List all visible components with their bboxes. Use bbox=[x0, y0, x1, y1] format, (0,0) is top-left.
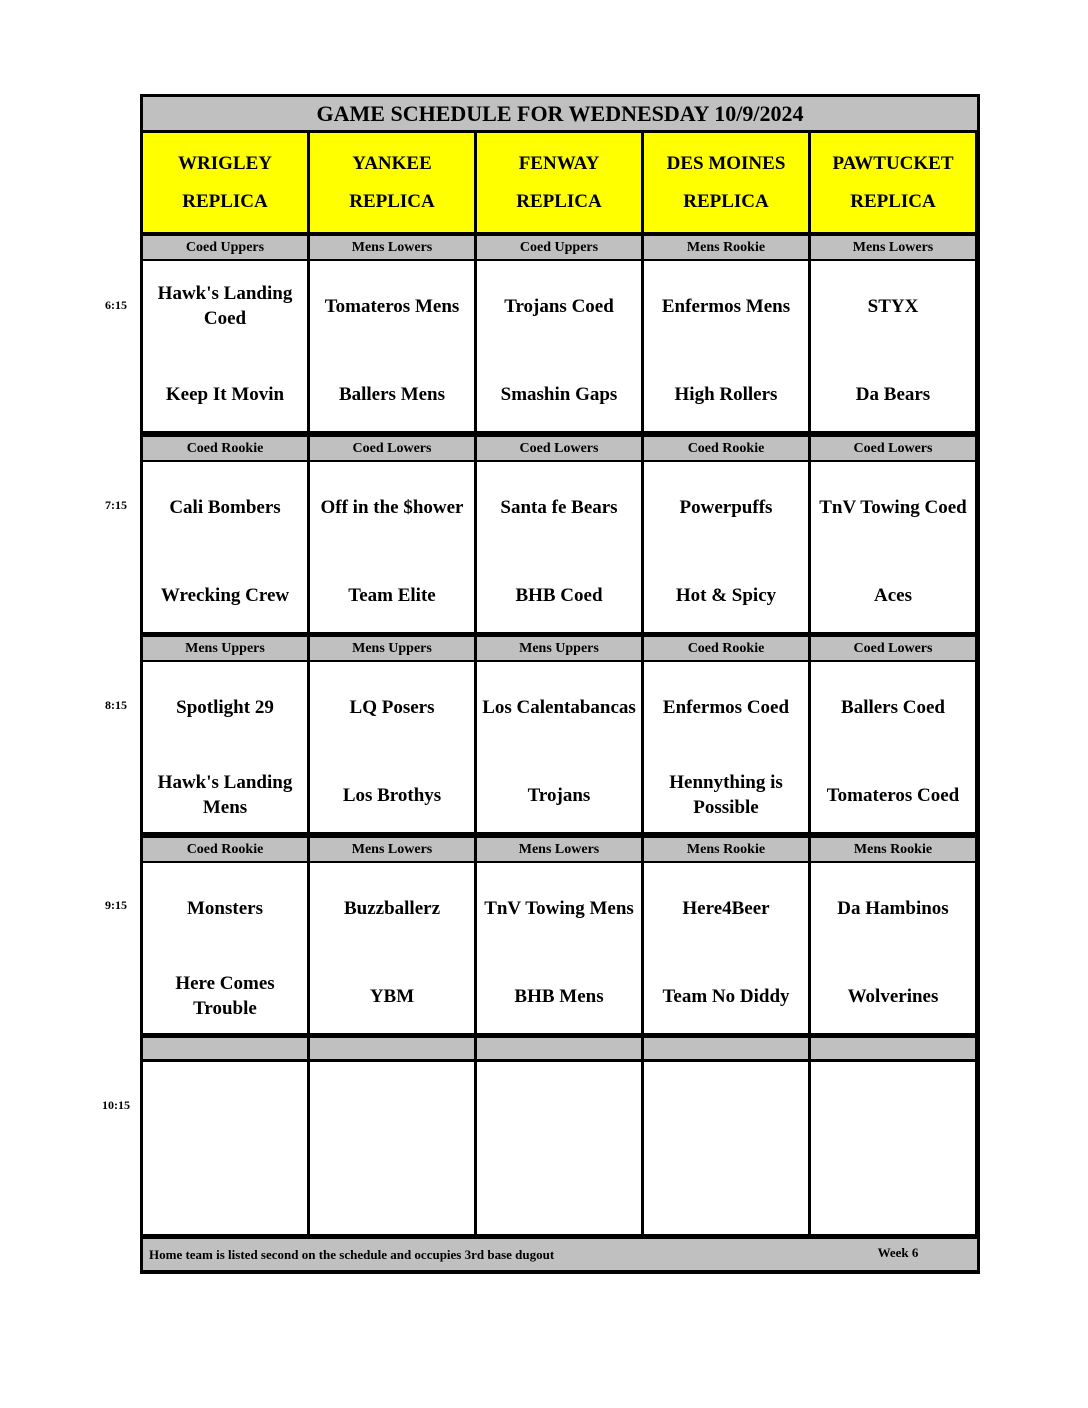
away-team: Los Calentabancas bbox=[482, 696, 636, 718]
away-team: Trojans Coed bbox=[504, 295, 614, 317]
division-label: Coed Rookie bbox=[143, 838, 307, 861]
home-team: BHB Coed bbox=[515, 584, 603, 606]
field-name: YANKEE bbox=[352, 152, 432, 174]
division-label: Mens Lowers bbox=[310, 838, 474, 861]
division-label: Mens Lowers bbox=[811, 236, 975, 259]
game-cell bbox=[143, 261, 307, 431]
division-label bbox=[143, 1038, 307, 1059]
time-slot-label: 6:15 bbox=[105, 298, 127, 312]
field-name: PAWTUCKET bbox=[832, 152, 954, 174]
game-cell bbox=[477, 1062, 641, 1234]
time-slot-label: 10:15 bbox=[102, 1098, 130, 1112]
game-cell bbox=[310, 261, 474, 431]
footer-note: Home team is listed second on the schedule and occupies 3rd base dugout bbox=[143, 1239, 977, 1270]
away-team: Monsters bbox=[187, 897, 263, 919]
division-label: Mens Uppers bbox=[143, 637, 307, 660]
away-team: Da Hambinos bbox=[837, 897, 949, 919]
home-team: Los Brothys bbox=[342, 784, 442, 806]
division-label bbox=[310, 1038, 474, 1059]
away-team bbox=[477, 1077, 641, 1137]
home-team: YBM bbox=[369, 985, 415, 1007]
game-cell bbox=[644, 662, 808, 832]
field-subtitle: REPLICA bbox=[516, 190, 602, 212]
game-cell bbox=[477, 662, 641, 832]
away-team: Powerpuffs bbox=[679, 496, 773, 518]
away-team: Spotlight 29 bbox=[176, 696, 274, 718]
home-team: Smashin Gaps bbox=[500, 383, 618, 405]
game-cell bbox=[811, 462, 975, 632]
game-cell bbox=[811, 662, 975, 832]
away-team: Enfermos Coed bbox=[662, 696, 790, 718]
home-team bbox=[310, 1165, 474, 1225]
home-team bbox=[143, 1165, 307, 1225]
home-team: BHB Mens bbox=[514, 985, 604, 1007]
field-header bbox=[644, 133, 808, 232]
division-label: Coed Lowers bbox=[811, 437, 975, 460]
away-team bbox=[644, 1077, 808, 1137]
division-label: Coed Lowers bbox=[477, 437, 641, 460]
field-header bbox=[143, 133, 307, 232]
away-team: LQ Posers bbox=[349, 696, 435, 718]
division-label: Coed Lowers bbox=[811, 637, 975, 660]
division-label: Coed Lowers bbox=[310, 437, 474, 460]
home-team: Hot & Spicy bbox=[675, 584, 777, 606]
division-label: Mens Lowers bbox=[310, 236, 474, 259]
away-team: Off in the $hower bbox=[320, 496, 464, 518]
division-label: Coed Rookie bbox=[644, 637, 808, 660]
division-label: Coed Rookie bbox=[644, 437, 808, 460]
home-team: Hawk's Landing Mens bbox=[157, 772, 293, 818]
away-team: Buzzballerz bbox=[343, 897, 441, 919]
field-name: DES MOINES bbox=[666, 152, 786, 174]
away-team bbox=[143, 1077, 307, 1137]
field-header bbox=[477, 133, 641, 232]
game-cell bbox=[143, 863, 307, 1033]
home-team bbox=[477, 1165, 641, 1225]
home-team: Hennything is Possible bbox=[669, 772, 783, 818]
schedule-title: GAME SCHEDULE FOR WEDNESDAY 10/9/2024 bbox=[143, 97, 977, 130]
division-label: Mens Rookie bbox=[644, 236, 808, 259]
away-team: Enfermos Mens bbox=[661, 295, 791, 317]
game-cell bbox=[811, 261, 975, 431]
field-subtitle: REPLICA bbox=[349, 190, 435, 212]
field-name: FENWAY bbox=[518, 152, 600, 174]
time-slot-label: 7:15 bbox=[105, 498, 127, 512]
game-cell bbox=[310, 1062, 474, 1234]
away-team: TnV Towing Coed bbox=[819, 496, 967, 518]
home-team: Trojans bbox=[527, 784, 591, 806]
field-subtitle: REPLICA bbox=[683, 190, 769, 212]
game-cell bbox=[310, 863, 474, 1033]
away-team: Hawk's Landing Coed bbox=[157, 283, 293, 329]
game-cell bbox=[811, 863, 975, 1033]
field-subtitle: REPLICA bbox=[182, 190, 268, 212]
game-cell bbox=[644, 261, 808, 431]
time-slot-label: 9:15 bbox=[105, 898, 127, 912]
away-team: Cali Bombers bbox=[169, 496, 281, 518]
home-team: Here Comes Trouble bbox=[175, 973, 275, 1019]
division-label: Mens Uppers bbox=[310, 637, 474, 660]
game-cell bbox=[477, 261, 641, 431]
field-name: WRIGLEY bbox=[178, 152, 272, 174]
field-header bbox=[811, 133, 975, 232]
away-team bbox=[310, 1077, 474, 1137]
home-team: Team No Diddy bbox=[662, 985, 790, 1007]
home-team: Tomateros Coed bbox=[826, 784, 960, 806]
division-label bbox=[644, 1038, 808, 1059]
home-team: Ballers Mens bbox=[338, 383, 446, 405]
game-cell bbox=[477, 863, 641, 1033]
division-label bbox=[477, 1038, 641, 1059]
schedule-table bbox=[140, 94, 980, 1274]
away-team: STYX bbox=[867, 295, 919, 317]
home-team: Wrecking Crew bbox=[160, 584, 290, 606]
field-subtitle: REPLICA bbox=[850, 190, 936, 212]
time-slot-label: 8:15 bbox=[105, 698, 127, 712]
home-team: High Rollers bbox=[674, 383, 778, 405]
away-team: Santa fe Bears bbox=[500, 496, 618, 518]
field-header bbox=[310, 133, 474, 232]
away-team: Here4Beer bbox=[682, 897, 770, 919]
home-team: Keep It Movin bbox=[165, 383, 285, 405]
division-label: Mens Rookie bbox=[644, 838, 808, 861]
home-team: Aces bbox=[874, 584, 912, 606]
division-label: Coed Uppers bbox=[477, 236, 641, 259]
game-cell bbox=[811, 1062, 975, 1234]
week-label: Week 6 bbox=[877, 1245, 919, 1260]
game-cell bbox=[644, 462, 808, 632]
division-label: Mens Lowers bbox=[477, 838, 641, 861]
game-cell bbox=[143, 662, 307, 832]
division-label: Coed Rookie bbox=[143, 437, 307, 460]
division-label: Coed Uppers bbox=[143, 236, 307, 259]
game-cell bbox=[143, 462, 307, 632]
division-label: Mens Rookie bbox=[811, 838, 975, 861]
game-cell bbox=[644, 863, 808, 1033]
game-cell bbox=[644, 1062, 808, 1234]
game-cell bbox=[310, 662, 474, 832]
away-team: TnV Towing Mens bbox=[484, 897, 634, 919]
home-team: Da Bears bbox=[855, 383, 931, 405]
away-team: Ballers Coed bbox=[841, 696, 945, 718]
game-cell bbox=[143, 1062, 307, 1234]
home-team bbox=[644, 1165, 808, 1225]
division-label: Mens Uppers bbox=[477, 637, 641, 660]
game-cell bbox=[477, 462, 641, 632]
game-cell bbox=[310, 462, 474, 632]
away-team bbox=[811, 1077, 975, 1137]
away-team: Tomateros Mens bbox=[324, 295, 460, 317]
home-team: Wolverines bbox=[847, 985, 939, 1007]
home-team bbox=[811, 1165, 975, 1225]
division-label bbox=[811, 1038, 975, 1059]
home-team: Team Elite bbox=[348, 584, 436, 606]
